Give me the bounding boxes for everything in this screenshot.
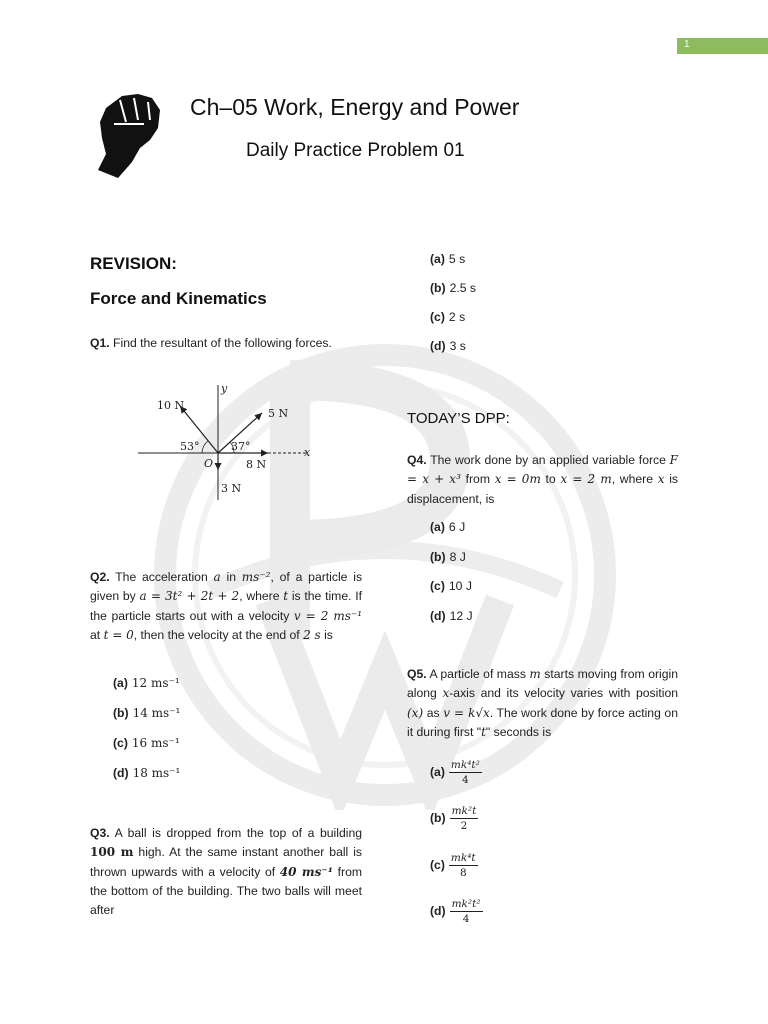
revision-heading: REVISION: bbox=[90, 254, 177, 273]
q5-text-3: -axis and its velocity varies with position bbox=[449, 686, 679, 701]
q4-question bbox=[407, 451, 678, 509]
q3-text-2: high. At the same instant another ball is thrown upwards with a velocity of bbox=[90, 845, 362, 879]
q5-option-c[interactable] bbox=[430, 851, 478, 880]
fist-icon bbox=[92, 88, 167, 180]
q5-var-t: t bbox=[481, 724, 486, 739]
page-number-tab bbox=[677, 38, 768, 54]
q5-option-a[interactable] bbox=[430, 758, 482, 787]
q2-velocity: v = 2 ms⁻¹ bbox=[293, 608, 363, 623]
q3-option-b[interactable] bbox=[430, 281, 476, 295]
q2-unit: ms⁻² bbox=[241, 570, 271, 584]
option-label: (c) bbox=[430, 857, 445, 872]
label-angle-53: 53° bbox=[180, 440, 200, 453]
q4-force-equation: F = x + x³ bbox=[407, 453, 678, 487]
q4-label: Q4. bbox=[407, 453, 427, 467]
fraction-denominator: 4 bbox=[462, 774, 469, 786]
option-label: (b) bbox=[113, 706, 129, 720]
q2-label: Q2. bbox=[90, 570, 110, 584]
label-3n: 3 N bbox=[221, 482, 242, 495]
q5-velocity-equation: v = k√x bbox=[443, 705, 490, 720]
q4-var-x: x bbox=[657, 472, 665, 487]
q3-question bbox=[90, 824, 362, 920]
q1-label: Q1. bbox=[90, 336, 110, 350]
page-number: 1 bbox=[684, 39, 690, 50]
q4-x-end: x = 2 m bbox=[560, 472, 612, 487]
label-8n: 8 N bbox=[246, 458, 267, 471]
todays-dpp-heading: TODAY’S DPP: bbox=[407, 410, 510, 427]
option-label: (b) bbox=[430, 281, 446, 295]
q5-text-2: starts moving from origin along bbox=[407, 667, 678, 701]
option-value: 8 J bbox=[449, 550, 466, 564]
q1-text: Find the resultant of the following forces. bbox=[113, 336, 332, 350]
q2-text-7: , then the velocity at the end of bbox=[133, 627, 300, 642]
option-value: 12 ms⁻¹ bbox=[131, 676, 180, 690]
option-label: (a) bbox=[113, 676, 128, 690]
q2-text-2: in bbox=[226, 570, 236, 584]
label-origin: O bbox=[204, 457, 214, 470]
q3-option-a[interactable] bbox=[430, 252, 465, 266]
option-value: 2.5 s bbox=[449, 281, 476, 295]
fraction-numerator: mk²t bbox=[451, 805, 477, 817]
q3-label: Q3. bbox=[90, 826, 110, 840]
q4-text-2: from bbox=[465, 472, 490, 487]
q2-option-d[interactable] bbox=[113, 766, 180, 780]
option-value: 3 s bbox=[449, 339, 466, 353]
q2-option-a[interactable] bbox=[113, 676, 180, 690]
q4-x-start: x = 0m bbox=[494, 472, 541, 487]
q5-position: (x) bbox=[407, 705, 424, 720]
q5-question bbox=[407, 665, 678, 742]
q2-two-s: 2 s bbox=[303, 627, 321, 642]
q2-question bbox=[90, 568, 362, 645]
q5-var-x: x bbox=[442, 686, 450, 701]
q2-text-6: at bbox=[90, 627, 101, 642]
q1-force-diagram bbox=[138, 380, 318, 505]
q3-text-1: A ball is dropped from the top of a building bbox=[114, 826, 362, 840]
q2-option-b[interactable] bbox=[113, 706, 180, 720]
fraction-numerator: mk²t² bbox=[451, 898, 481, 910]
option-label: (d) bbox=[430, 903, 446, 918]
label-angle-37: 37° bbox=[231, 440, 251, 453]
q5-text-1: A particle of mass bbox=[429, 667, 526, 681]
fraction-numerator: mk⁴t² bbox=[450, 759, 480, 771]
option-value: 18 ms⁻¹ bbox=[132, 766, 181, 780]
option-label: (d) bbox=[113, 766, 129, 780]
option-label: (d) bbox=[430, 609, 446, 623]
option-fraction bbox=[449, 758, 482, 787]
option-value: 12 J bbox=[449, 609, 473, 623]
option-label: (c) bbox=[113, 736, 128, 750]
option-fraction bbox=[450, 897, 483, 926]
q4-option-b[interactable] bbox=[430, 550, 466, 564]
q2-equation: a = 3t² + 2t + 2 bbox=[139, 589, 240, 604]
fraction-denominator: 2 bbox=[460, 820, 468, 832]
label-5n: 5 N bbox=[268, 407, 289, 420]
q4-text-1: The work done by an applied variable force bbox=[430, 453, 666, 467]
option-value: 10 J bbox=[448, 579, 472, 593]
q4-text-4: , where bbox=[611, 472, 653, 487]
fraction-denominator: 8 bbox=[459, 867, 467, 879]
label-axis-y: y bbox=[221, 382, 228, 395]
q5-option-b[interactable] bbox=[430, 804, 478, 833]
q2-text-5: is the time. If the particle starts out with a velocity bbox=[90, 589, 362, 623]
q5-var-m: m bbox=[529, 667, 541, 681]
q3-height: 100 m bbox=[90, 845, 134, 860]
option-label: (a) bbox=[430, 252, 445, 266]
fraction-denominator: 4 bbox=[462, 913, 470, 925]
q1-question bbox=[90, 334, 365, 353]
option-label: (d) bbox=[430, 339, 446, 353]
label-10n: 10 N bbox=[157, 399, 185, 412]
q3-text-3: from the bottom of the building. The two balls will meet after bbox=[90, 864, 363, 918]
option-label: (b) bbox=[430, 550, 446, 564]
q2-time-zero: t = 0 bbox=[103, 627, 134, 642]
q2-text-3: , of a particle is given by bbox=[90, 570, 363, 604]
q5-option-d[interactable] bbox=[430, 897, 483, 926]
option-value: 6 J bbox=[448, 520, 466, 534]
chapter-title: Ch–05 Work, Energy and Power bbox=[190, 94, 520, 120]
q5-text-5: . The work done by force acting on it during first " bbox=[407, 705, 678, 739]
q4-option-c[interactable] bbox=[430, 579, 472, 593]
option-fraction bbox=[449, 851, 478, 880]
revision-subheading: Force and Kinematics bbox=[90, 289, 267, 308]
option-fraction bbox=[450, 804, 479, 833]
q5-text-6: " seconds is bbox=[485, 724, 552, 739]
q2-option-c[interactable] bbox=[113, 736, 180, 750]
q3-velocity: 40 ms⁻¹ bbox=[279, 864, 333, 879]
q4-option-a[interactable] bbox=[430, 520, 465, 534]
q2-text-1: The acceleration bbox=[115, 570, 208, 584]
option-label: (a) bbox=[430, 764, 445, 779]
option-label: (c) bbox=[430, 310, 445, 324]
q5-text-4: as bbox=[426, 705, 440, 720]
q3-option-d[interactable] bbox=[430, 339, 466, 353]
option-label: (c) bbox=[430, 579, 445, 593]
q2-text-4: , where bbox=[239, 589, 280, 604]
option-value: 16 ms⁻¹ bbox=[131, 736, 180, 750]
q2-var-t: t bbox=[283, 589, 289, 604]
option-value: 5 s bbox=[448, 252, 466, 266]
dpp-subtitle: Daily Practice Problem 01 bbox=[246, 140, 465, 161]
q2-var-a: a bbox=[213, 570, 221, 584]
option-label: (b) bbox=[430, 810, 446, 825]
q4-text-5: is displacement, is bbox=[407, 472, 679, 506]
q5-label: Q5. bbox=[407, 667, 427, 681]
q4-text-3: to bbox=[545, 472, 556, 487]
q3-option-c[interactable] bbox=[430, 310, 465, 324]
option-label: (a) bbox=[430, 520, 445, 534]
q2-text-8: is bbox=[324, 627, 333, 642]
label-axis-x: x bbox=[304, 446, 311, 459]
fraction-numerator: mk⁴t bbox=[450, 852, 476, 864]
q4-option-d[interactable] bbox=[430, 609, 473, 623]
option-value: 2 s bbox=[448, 310, 466, 324]
option-value: 14 ms⁻¹ bbox=[132, 706, 181, 720]
